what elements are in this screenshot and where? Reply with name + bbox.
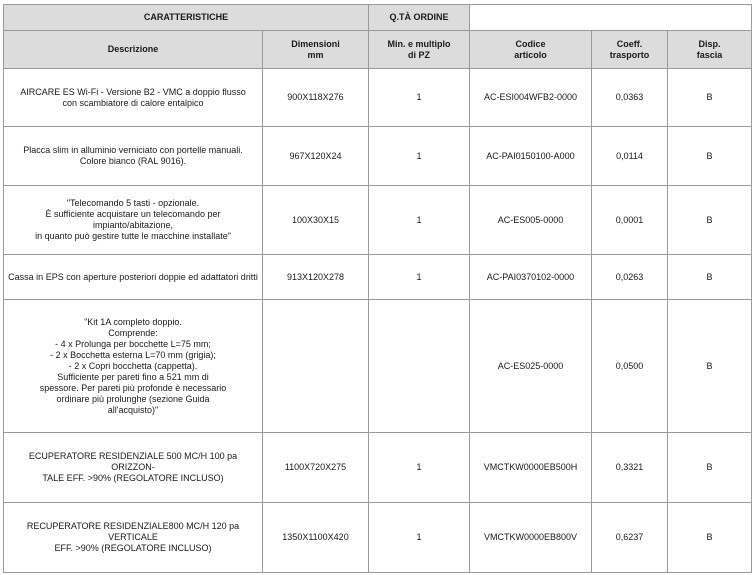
cell-dimensioni: 900X118X276 xyxy=(263,69,369,127)
cell-descrizione: Cassa in EPS con aperture posteriori doppie ed adattatori dritti xyxy=(4,255,263,300)
table-row xyxy=(4,69,752,127)
cell-coeff: 0,3321 xyxy=(592,433,668,503)
cell-codice: AC-ES005-0000 xyxy=(470,186,592,255)
cell-disp: B xyxy=(668,503,752,573)
header-blank xyxy=(470,5,752,31)
col-disp: Disp. fascia xyxy=(668,31,752,69)
cell-min: 1 xyxy=(369,69,470,127)
cell-min: 1 xyxy=(369,255,470,300)
cell-disp: B xyxy=(668,433,752,503)
cell-codice: AC-PAI0150100-A000 xyxy=(470,127,592,186)
cell-coeff: 0,0263 xyxy=(592,255,668,300)
cell-min: 1 xyxy=(369,433,470,503)
col-codice: Codice articolo xyxy=(470,31,592,69)
cell-codice: AC-ES025-0000 xyxy=(470,300,592,433)
cell-coeff: 0,0001 xyxy=(592,186,668,255)
table-row xyxy=(4,433,752,503)
col-dimensioni: Dimensioni mm xyxy=(263,31,369,69)
cell-coeff: 0,0500 xyxy=(592,300,668,433)
cell-dimensioni: 1100X720X275 xyxy=(263,433,369,503)
table-row xyxy=(4,186,752,255)
cell-coeff: 0,6237 xyxy=(592,503,668,573)
cell-coeff: 0,0363 xyxy=(592,69,668,127)
cell-coeff: 0,0114 xyxy=(592,127,668,186)
table-row xyxy=(4,127,752,186)
cell-descrizione: ECUPERATORE RESIDENZIALE 500 MC/H 100 pa ORIZZON- TALE EFF. >90% (REGOLATORE INCLUSO) xyxy=(4,433,263,503)
cell-min xyxy=(369,300,470,433)
cell-disp: B xyxy=(668,69,752,127)
cell-min: 1 xyxy=(369,127,470,186)
header-caratteristiche: CARATTERISTICHE xyxy=(4,5,369,31)
col-coeff: Coeff. trasporto xyxy=(592,31,668,69)
cell-codice: VMCTKW0000EB500H xyxy=(470,433,592,503)
cell-min: 1 xyxy=(369,186,470,255)
cell-dimensioni: 100X30X15 xyxy=(263,186,369,255)
cell-descrizione: Placca slim in alluminio verniciato con portelle manuali. Colore bianco (RAL 9016). xyxy=(4,127,263,186)
table-row xyxy=(4,503,752,573)
header-qta-ordine: Q.TÀ ORDINE xyxy=(369,5,470,31)
cell-dimensioni: 1350X1100X420 xyxy=(263,503,369,573)
table-row xyxy=(4,300,752,433)
cell-disp: B xyxy=(668,186,752,255)
cell-descrizione: "Kit 1A completo doppio. Comprende: - 4 x Prolunga per bocchette L=75 mm; - 2 x Bocchetta esterna L=70 mm (grigia); - 2 x Copri bocchetta (cappetta). Sufficiente per pareti fino a 521 mm di spessore. Per pareti più profonde è necessario ordinare più prolunghe (sezione Guida all'acquisto)" xyxy=(4,300,263,433)
col-min-multiplo: Min. e multiplo di PZ xyxy=(369,31,470,69)
cell-min: 1 xyxy=(369,503,470,573)
cell-disp: B xyxy=(668,127,752,186)
cell-dimensioni: 967X120X24 xyxy=(263,127,369,186)
cell-codice: AC-PAI0370102-0000 xyxy=(470,255,592,300)
cell-dimensioni: 913X120X278 xyxy=(263,255,369,300)
table-row xyxy=(4,255,752,300)
cell-disp: B xyxy=(668,300,752,433)
product-table xyxy=(3,4,752,573)
col-descrizione: Descrizione xyxy=(4,31,263,69)
cell-codice: AC-ESI004WFB2-0000 xyxy=(470,69,592,127)
cell-descrizione: AIRCARE ES Wi-Fi - Versione B2 - VMC a doppio flusso con scambiatore di calore entalpico xyxy=(4,69,263,127)
cell-dimensioni xyxy=(263,300,369,433)
cell-codice: VMCTKW0000EB800V xyxy=(470,503,592,573)
cell-disp: B xyxy=(668,255,752,300)
cell-descrizione: RECUPERATORE RESIDENZIALE800 MC/H 120 pa VERTICALE EFF. >90% (REGOLATORE INCLUSO) xyxy=(4,503,263,573)
cell-descrizione: "Telecomando 5 tasti - opzionale. È sufficiente acquistare un telecomando per impianto/abitazione, in quanto può gestire tutte le macchine installate" xyxy=(4,186,263,255)
